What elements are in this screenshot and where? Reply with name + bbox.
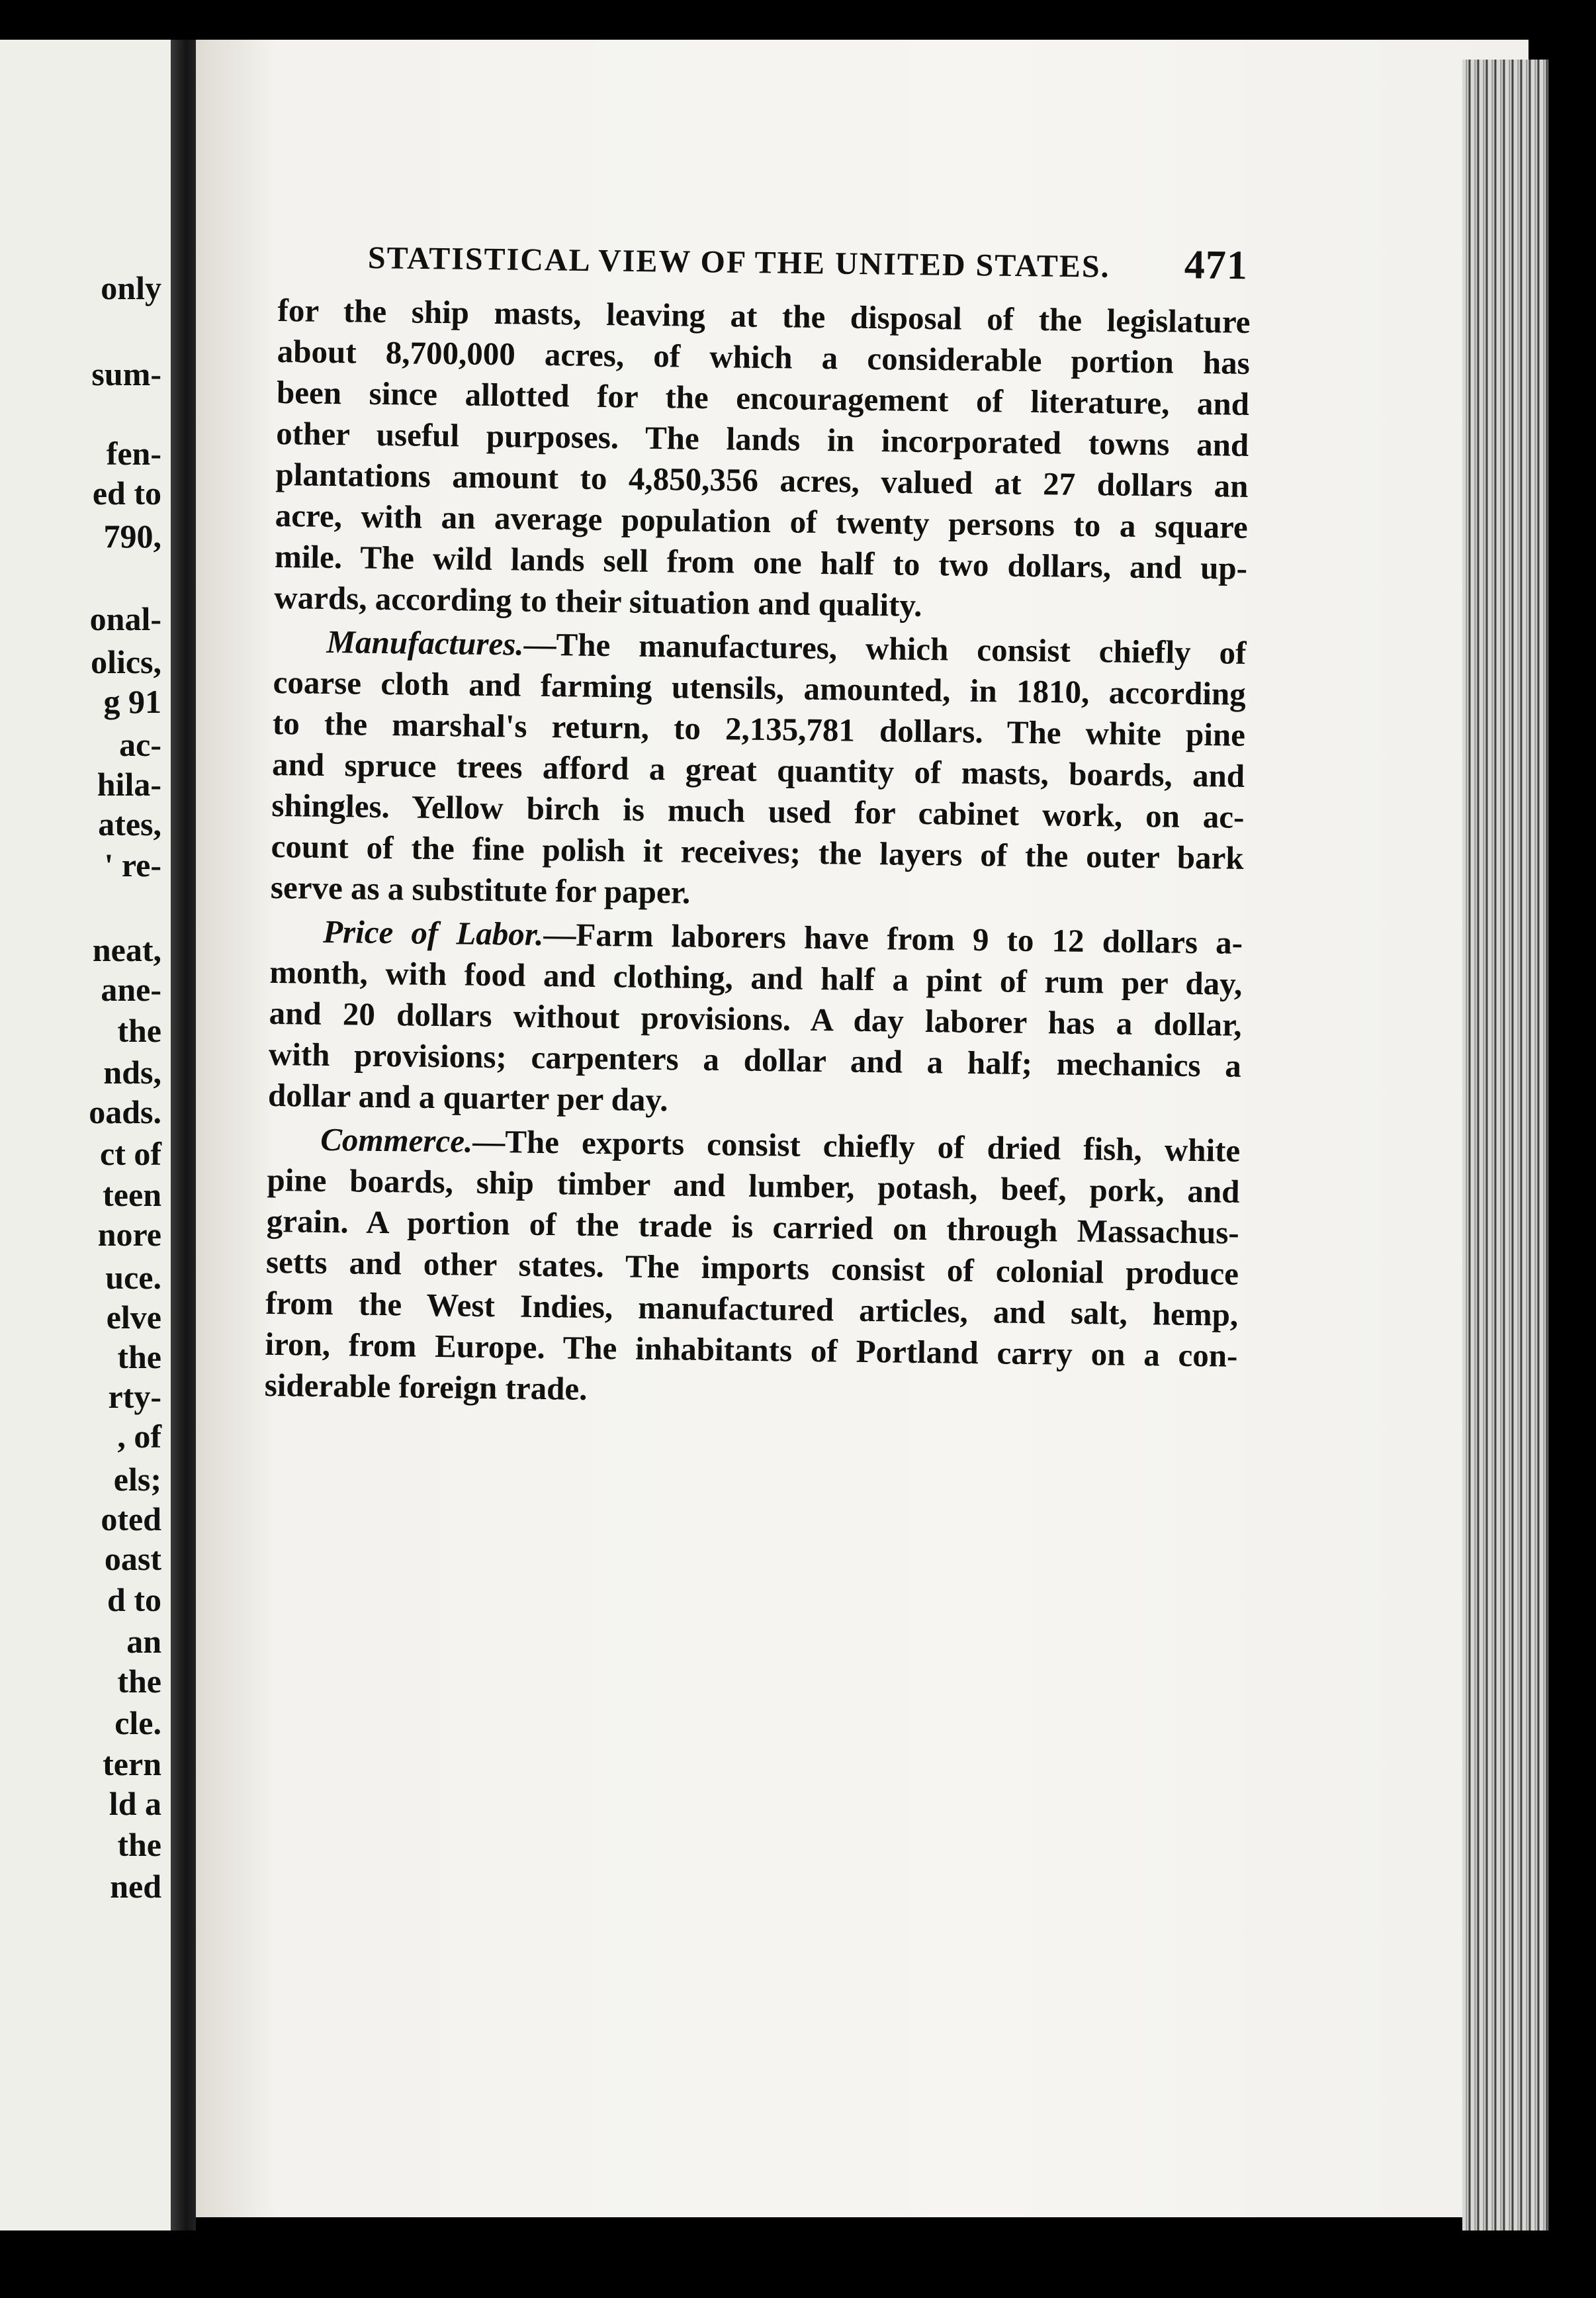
facing-page-line: the xyxy=(117,1012,161,1049)
facing-page-line: , of xyxy=(117,1418,161,1455)
facing-page-line: the xyxy=(117,1663,161,1700)
text-line: with provisions; carpenters a dollar and a half; mechanics a xyxy=(268,1035,1242,1084)
facing-page-line: ct of xyxy=(100,1135,161,1172)
facing-page-line: olics, xyxy=(91,643,161,680)
facing-page xyxy=(0,40,171,2230)
section-heading: Commerce. xyxy=(320,1121,473,1160)
facing-page-line: onal- xyxy=(89,600,161,637)
facing-page-line: ed to xyxy=(92,475,161,512)
facing-page-line: an xyxy=(126,1623,161,1660)
facing-page-line: teen xyxy=(103,1176,161,1213)
text-line: shingles. Yellow birch is much used for cabinet work, on ac- xyxy=(271,786,1245,835)
paragraph xyxy=(268,911,1243,1128)
facing-page-line: oast xyxy=(104,1540,161,1577)
facing-page-line: uce. xyxy=(105,1259,161,1296)
text-line: Price of Labor.—Farm laborers have from 9 to 12 dollars a- xyxy=(322,913,1243,961)
text-line: other useful purposes. The lands in incorporated towns and xyxy=(276,414,1249,463)
book-gutter xyxy=(171,40,196,2230)
text-line: serve as a substitute for paper. xyxy=(270,868,691,911)
text-line: wards, according to their situation and quality. xyxy=(273,578,922,623)
facing-page-line: only xyxy=(101,269,161,306)
text-line: about 8,700,000 acres, of which a considerable portion has xyxy=(277,332,1251,381)
facing-page-line: oted xyxy=(101,1500,161,1538)
facing-page-line: sum- xyxy=(91,355,161,392)
section-heading: Price of Labor. xyxy=(322,913,544,952)
facing-page-line: elve xyxy=(106,1299,161,1336)
facing-page-line: the xyxy=(117,1826,161,1863)
text-line: setts and other states. The imports consist of colonial produce xyxy=(265,1243,1239,1292)
text-line: for the ship masts, leaving at the disposal of the legislature xyxy=(277,291,1251,340)
text-line: Commerce.—The exports consist chiefly of dried fish, white xyxy=(320,1121,1241,1169)
facing-page-line: nore xyxy=(97,1216,161,1253)
facing-page-line: ac- xyxy=(119,726,161,763)
facing-page-line: g 91 xyxy=(103,683,161,720)
page-number: 471 xyxy=(1184,242,1249,289)
facing-page-line: d to xyxy=(107,1581,161,1618)
facing-page-line: nds, xyxy=(103,1054,161,1091)
text-line: iron, from Europe. The inhabitants of Portland carry on a con- xyxy=(265,1325,1238,1374)
facing-page-line: ates, xyxy=(98,805,161,843)
facing-page-line: oads. xyxy=(89,1093,161,1130)
text-line: grain. A portion of the trade is carried on through Massachus- xyxy=(266,1202,1240,1251)
text-line: from the West Indies, manufactured articles, and salt, hemp, xyxy=(265,1284,1239,1333)
paragraph xyxy=(271,621,1247,920)
facing-page-line: ld a xyxy=(109,1785,161,1822)
facing-page-line: the xyxy=(117,1338,161,1375)
text-line: pine boards, ship timber and lumber, potash, beef, pork, and xyxy=(267,1161,1240,1210)
facing-page-line: ned xyxy=(110,1868,161,1905)
text-line: acre, with an average population of twenty persons to a square xyxy=(275,496,1249,545)
facing-page-line: 790, xyxy=(103,518,161,555)
text-line: and spruce trees afford a great quantity of masts, boards, and xyxy=(271,745,1245,794)
section-heading: Manufactures. xyxy=(326,623,524,663)
facing-page-line: neat, xyxy=(92,931,161,968)
paragraph xyxy=(264,1119,1240,1418)
facing-page-line: hila- xyxy=(97,766,161,803)
paragraph xyxy=(274,290,1251,630)
text-line: dollar and a quarter per day. xyxy=(267,1076,668,1119)
facing-page-line: rty- xyxy=(108,1378,161,1415)
running-head-title: STATISTICAL VIEW OF THE UNITED STATES. xyxy=(367,240,1110,285)
facing-page-line: ' re- xyxy=(104,847,161,884)
text-line: count of the fine polish it receives; the layers of the outer bark xyxy=(271,827,1244,876)
facing-page-line: cle. xyxy=(114,1704,161,1741)
facing-page-line: els; xyxy=(113,1461,161,1498)
text-line: to the marshal's return, to 2,135,781 dollars. The white pine xyxy=(272,704,1246,753)
text-line: been since allotted for the encouragement of literature, and xyxy=(276,373,1250,422)
facing-page-line: tern xyxy=(103,1745,161,1782)
facing-page-line: ane- xyxy=(101,971,161,1008)
text-line: month, with food and clothing, and half a pint of rum per day, xyxy=(269,953,1243,1002)
text-line: plantations amount to 4,850,356 acres, valued at 27 dollars an xyxy=(275,455,1249,504)
text-line: siderable foreign trade. xyxy=(264,1366,588,1407)
body-text xyxy=(264,290,1250,1418)
text-line: and 20 dollars without provisions. A day laborer has a dollar, xyxy=(269,994,1242,1043)
text-line: mile. The wild lands sell from one half to two dollars, and up- xyxy=(274,537,1248,586)
page-edges xyxy=(1462,60,1548,2230)
text-line: coarse cloth and farming utensils, amounted, in 1810, according xyxy=(273,663,1246,712)
text-line: Manufactures.—The manufactures, which consist chiefly of xyxy=(326,623,1247,671)
facing-page-line: fen- xyxy=(106,435,161,472)
